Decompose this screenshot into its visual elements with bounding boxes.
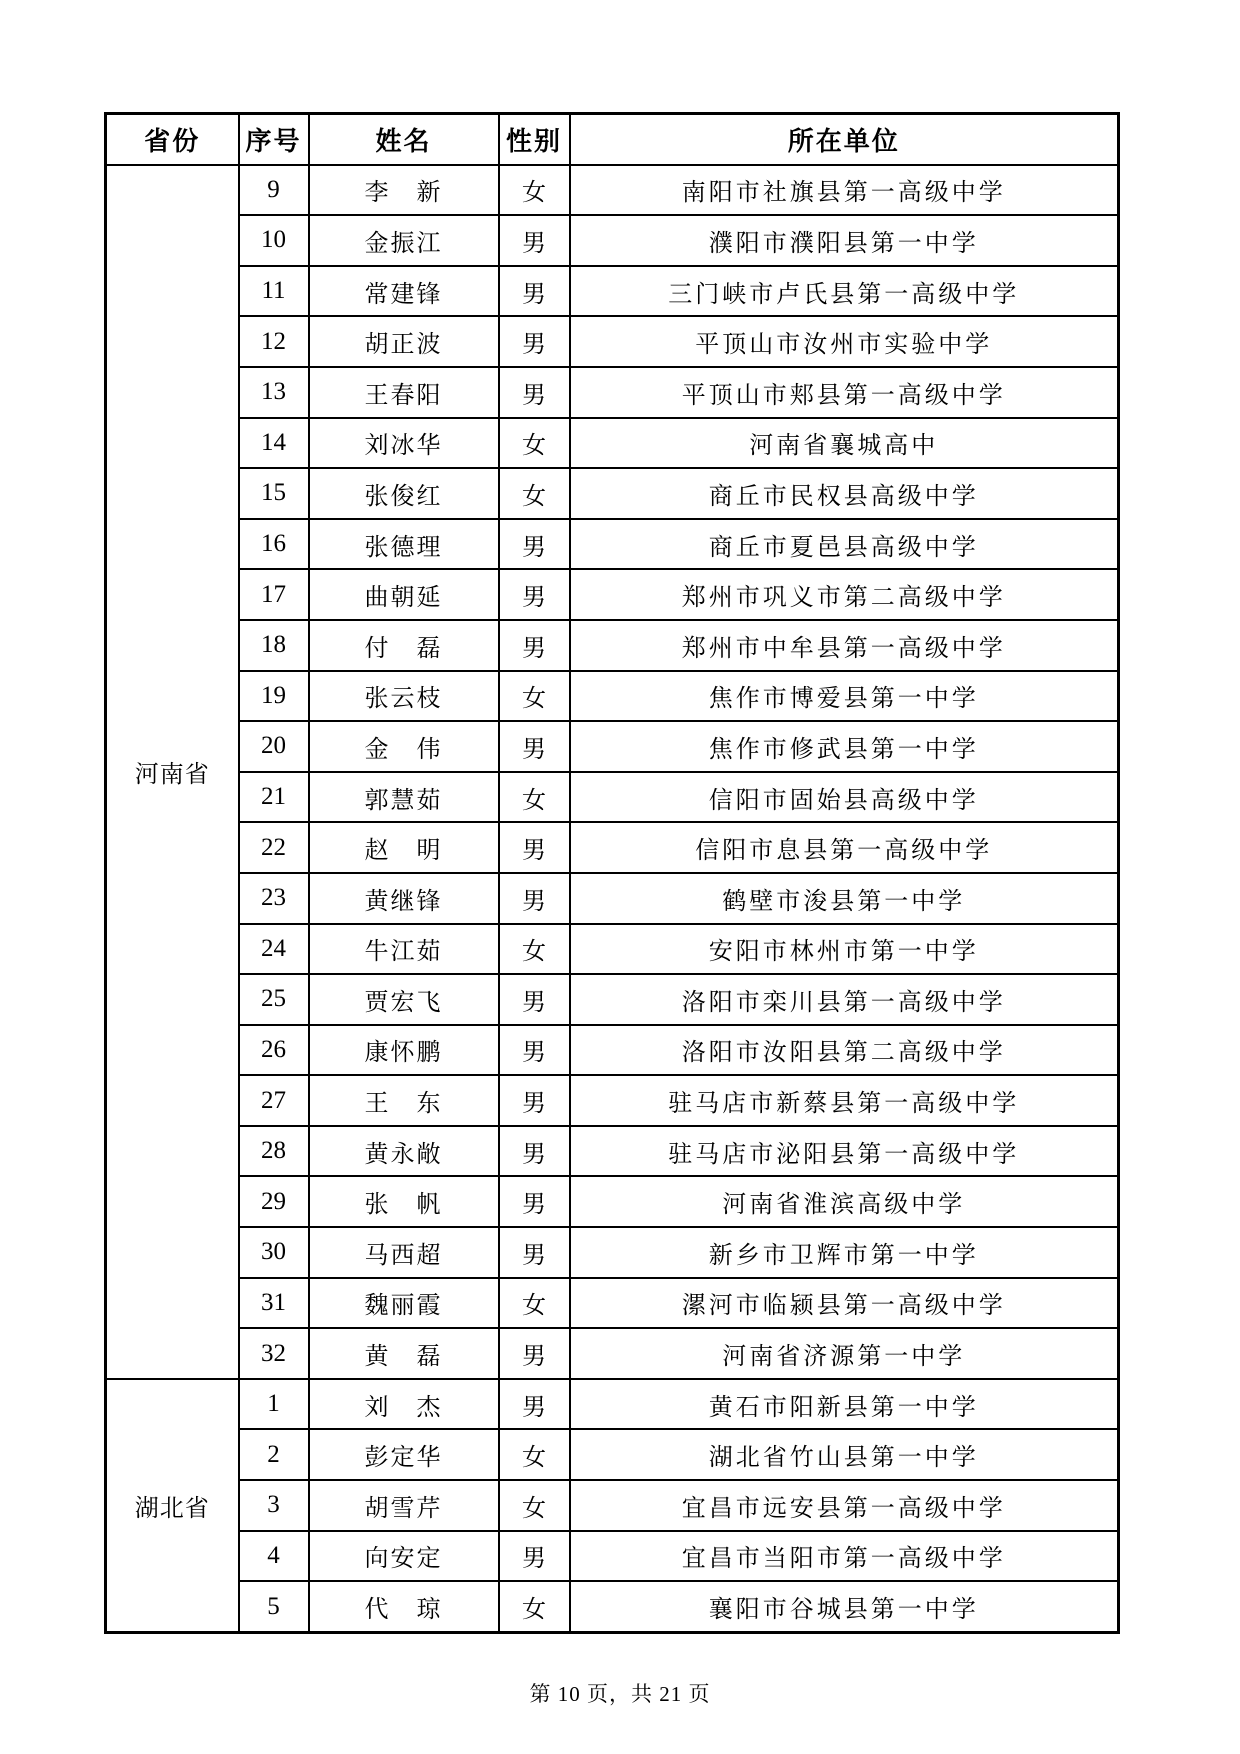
unit-cell: 湖北省竹山县第一中学: [570, 1429, 1119, 1480]
table-row: [106, 266, 1119, 317]
serial-cell: 30: [239, 1227, 309, 1278]
unit-cell: 信阳市固始县高级中学: [570, 772, 1119, 823]
name-cell: 张云枝: [309, 671, 499, 722]
serial-cell: 20: [239, 721, 309, 772]
gender-cell: 女: [499, 1480, 570, 1531]
header-gender: 性别: [499, 114, 570, 165]
table-row: [106, 1379, 1119, 1430]
table-row: [106, 367, 1119, 418]
name-cell: 张德理: [309, 519, 499, 570]
table-row: [106, 1075, 1119, 1126]
gender-cell: 女: [499, 1429, 570, 1480]
gender-cell: 男: [499, 974, 570, 1025]
serial-cell: 19: [239, 671, 309, 722]
table-row: [106, 316, 1119, 367]
table-row: [106, 620, 1119, 671]
name-cell: 代 琼: [309, 1581, 499, 1632]
unit-cell: 焦作市修武县第一中学: [570, 721, 1119, 772]
name-cell: 彭定华: [309, 1429, 499, 1480]
table-body: [106, 165, 1119, 1633]
serial-cell: 4: [239, 1531, 309, 1582]
serial-cell: 2: [239, 1429, 309, 1480]
table-row: [106, 822, 1119, 873]
serial-cell: 16: [239, 519, 309, 570]
gender-cell: 男: [499, 316, 570, 367]
name-cell: 郭慧茹: [309, 772, 499, 823]
serial-cell: 29: [239, 1176, 309, 1227]
unit-cell: 濮阳市濮阳县第一中学: [570, 215, 1119, 266]
table-row: [106, 1126, 1119, 1177]
gender-cell: 男: [499, 1328, 570, 1379]
name-cell: 牛江茹: [309, 924, 499, 975]
gender-cell: 男: [499, 367, 570, 418]
unit-cell: 平顶山市郏县第一高级中学: [570, 367, 1119, 418]
table-row: [106, 1531, 1119, 1582]
serial-cell: 9: [239, 165, 309, 216]
serial-cell: 17: [239, 569, 309, 620]
unit-cell: 安阳市林州市第一中学: [570, 924, 1119, 975]
serial-cell: 18: [239, 620, 309, 671]
unit-cell: 黄石市阳新县第一中学: [570, 1379, 1119, 1430]
gender-cell: 女: [499, 671, 570, 722]
unit-cell: 商丘市民权县高级中学: [570, 468, 1119, 519]
name-cell: 黄继锋: [309, 873, 499, 924]
gender-cell: 男: [499, 1531, 570, 1582]
name-cell: 黄永敞: [309, 1126, 499, 1177]
name-cell: 马西超: [309, 1227, 499, 1278]
table-row: [106, 873, 1119, 924]
name-cell: 胡正波: [309, 316, 499, 367]
unit-cell: 洛阳市栾川县第一高级中学: [570, 974, 1119, 1025]
table-row: [106, 1429, 1119, 1480]
serial-cell: 22: [239, 822, 309, 873]
header-province: 省份: [106, 114, 239, 165]
serial-cell: 15: [239, 468, 309, 519]
gender-cell: 女: [499, 1581, 570, 1632]
gender-cell: 女: [499, 468, 570, 519]
gender-cell: 男: [499, 822, 570, 873]
serial-cell: 14: [239, 418, 309, 469]
name-cell: 金 伟: [309, 721, 499, 772]
table-row: [106, 468, 1119, 519]
table-row: [106, 1025, 1119, 1076]
gender-cell: 男: [499, 1025, 570, 1076]
gender-cell: 男: [499, 1075, 570, 1126]
unit-cell: 河南省济源第一中学: [570, 1328, 1119, 1379]
unit-cell: 郑州市巩义市第二高级中学: [570, 569, 1119, 620]
serial-cell: 5: [239, 1581, 309, 1632]
name-cell: 赵 明: [309, 822, 499, 873]
serial-cell: 27: [239, 1075, 309, 1126]
unit-cell: 平顶山市汝州市实验中学: [570, 316, 1119, 367]
name-cell: 贾宏飞: [309, 974, 499, 1025]
table-row: [106, 721, 1119, 772]
gender-cell: 男: [499, 620, 570, 671]
header-unit: 所在单位: [570, 114, 1119, 165]
unit-cell: 漯河市临颍县第一高级中学: [570, 1278, 1119, 1329]
serial-cell: 10: [239, 215, 309, 266]
table-row: [106, 1480, 1119, 1531]
serial-cell: 31: [239, 1278, 309, 1329]
header-name: 姓名: [309, 114, 499, 165]
name-cell: 黄 磊: [309, 1328, 499, 1379]
roster-table: [104, 112, 1120, 1634]
name-cell: 刘冰华: [309, 418, 499, 469]
table-row: [106, 974, 1119, 1025]
table-row: [106, 569, 1119, 620]
table-row: [106, 1581, 1119, 1632]
unit-cell: 驻马店市新蔡县第一高级中学: [570, 1075, 1119, 1126]
serial-cell: 32: [239, 1328, 309, 1379]
gender-cell: 男: [499, 519, 570, 570]
gender-cell: 男: [499, 873, 570, 924]
unit-cell: 河南省淮滨高级中学: [570, 1176, 1119, 1227]
serial-cell: 13: [239, 367, 309, 418]
name-cell: 王春阳: [309, 367, 499, 418]
gender-cell: 女: [499, 165, 570, 216]
gender-cell: 男: [499, 1126, 570, 1177]
unit-cell: 新乡市卫辉市第一中学: [570, 1227, 1119, 1278]
gender-cell: 女: [499, 418, 570, 469]
name-cell: 常建锋: [309, 266, 499, 317]
unit-cell: 焦作市博爱县第一中学: [570, 671, 1119, 722]
unit-cell: 信阳市息县第一高级中学: [570, 822, 1119, 873]
header-row: [106, 114, 1119, 165]
gender-cell: 男: [499, 569, 570, 620]
name-cell: 胡雪芹: [309, 1480, 499, 1531]
serial-cell: 23: [239, 873, 309, 924]
name-cell: 康怀鹏: [309, 1025, 499, 1076]
gender-cell: 男: [499, 1227, 570, 1278]
gender-cell: 男: [499, 721, 570, 772]
serial-cell: 28: [239, 1126, 309, 1177]
gender-cell: 男: [499, 266, 570, 317]
unit-cell: 洛阳市汝阳县第二高级中学: [570, 1025, 1119, 1076]
gender-cell: 男: [499, 1176, 570, 1227]
serial-cell: 11: [239, 266, 309, 317]
name-cell: 王 东: [309, 1075, 499, 1126]
name-cell: 曲朝延: [309, 569, 499, 620]
province-cell: 河南省: [106, 165, 239, 1379]
province-cell: 湖北省: [106, 1379, 239, 1632]
table-row: [106, 165, 1119, 216]
unit-cell: 南阳市社旗县第一高级中学: [570, 165, 1119, 216]
page-footer: 第 10 页，共 21 页: [529, 1682, 711, 1706]
unit-cell: 鹤壁市浚县第一中学: [570, 873, 1119, 924]
table-row: [106, 1227, 1119, 1278]
table-row: [106, 519, 1119, 570]
table-row: [106, 924, 1119, 975]
unit-cell: 商丘市夏邑县高级中学: [570, 519, 1119, 570]
name-cell: 付 磊: [309, 620, 499, 671]
unit-cell: 三门峡市卢氏县第一高级中学: [570, 266, 1119, 317]
serial-cell: 1: [239, 1379, 309, 1430]
unit-cell: 襄阳市谷城县第一中学: [570, 1581, 1119, 1632]
name-cell: 张 帆: [309, 1176, 499, 1227]
gender-cell: 男: [499, 215, 570, 266]
name-cell: 向安定: [309, 1531, 499, 1582]
table-row: [106, 1176, 1119, 1227]
table-row: [106, 1278, 1119, 1329]
serial-cell: 3: [239, 1480, 309, 1531]
unit-cell: 宜昌市当阳市第一高级中学: [570, 1531, 1119, 1582]
table-row: [106, 418, 1119, 469]
serial-cell: 12: [239, 316, 309, 367]
gender-cell: 女: [499, 772, 570, 823]
serial-cell: 25: [239, 974, 309, 1025]
unit-cell: 宜昌市远安县第一高级中学: [570, 1480, 1119, 1531]
table-row: [106, 671, 1119, 722]
serial-cell: 26: [239, 1025, 309, 1076]
gender-cell: 女: [499, 1278, 570, 1329]
name-cell: 金振江: [309, 215, 499, 266]
table-row: [106, 215, 1119, 266]
gender-cell: 男: [499, 1379, 570, 1430]
unit-cell: 河南省襄城高中: [570, 418, 1119, 469]
name-cell: 刘 杰: [309, 1379, 499, 1430]
unit-cell: 驻马店市泌阳县第一高级中学: [570, 1126, 1119, 1177]
unit-cell: 郑州市中牟县第一高级中学: [570, 620, 1119, 671]
serial-cell: 21: [239, 772, 309, 823]
serial-cell: 24: [239, 924, 309, 975]
header-serial: 序号: [239, 114, 309, 165]
name-cell: 李 新: [309, 165, 499, 216]
name-cell: 张俊红: [309, 468, 499, 519]
gender-cell: 女: [499, 924, 570, 975]
name-cell: 魏丽霞: [309, 1278, 499, 1329]
table-row: [106, 772, 1119, 823]
table-row: [106, 1328, 1119, 1379]
